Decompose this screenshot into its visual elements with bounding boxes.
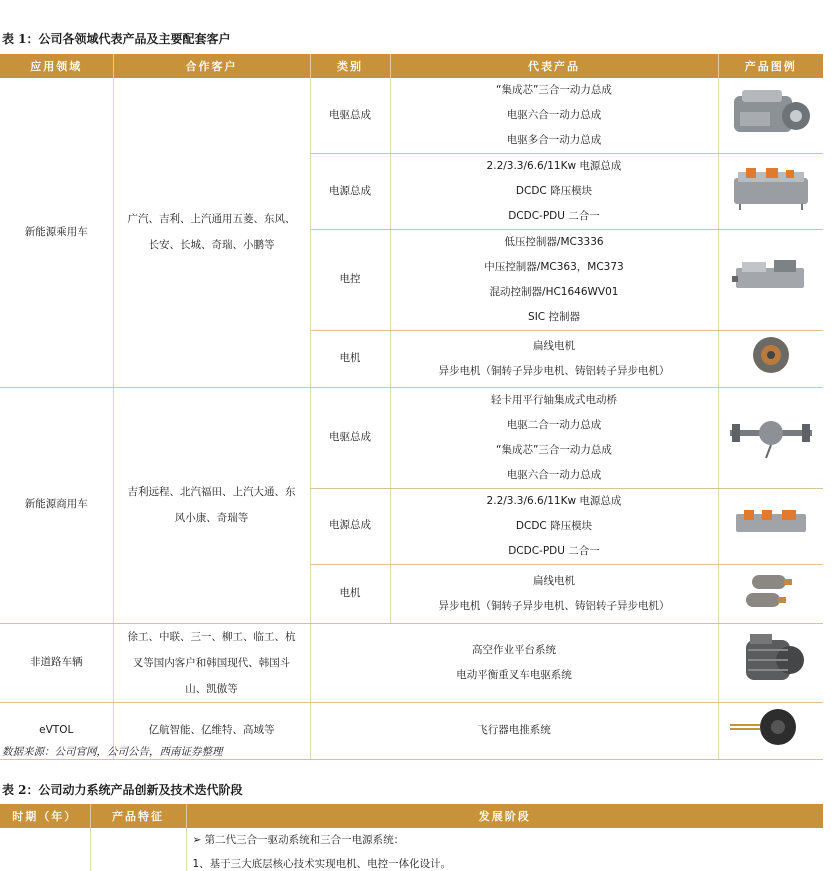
products-cell: 2.2/3.3/6.6/11Kw 电源总成 DCDC 降压模块 DCDC-PDU 二合一: [390, 154, 718, 230]
power-module-image: [718, 488, 823, 564]
header-stage: 发展阶段: [186, 804, 823, 828]
domain-cell: 新能源乘用车: [0, 78, 113, 387]
controller-image: [718, 230, 823, 331]
features-cell: [90, 828, 186, 871]
category-cell: 电机: [310, 564, 390, 623]
domain-cell: 新能源商用车: [0, 387, 113, 623]
domain-cell: 非道路车辆: [0, 623, 113, 702]
products-cell: 轻卡用平行轴集成式电动桥 电驱二合一动力总成 “集成芯”三合一动力总成 电驱六合一动力总成: [390, 387, 718, 488]
products-cell: 高空作业平台系统 电动平衡重叉车电驱系统: [310, 623, 718, 702]
table1-header-row: [0, 54, 823, 78]
header-category: 类别: [310, 54, 390, 78]
products-cell: “集成芯”三合一动力总成 电驱六合一动力总成 电驱多合一动力总成: [390, 78, 718, 154]
domain-cell: eVTOL: [0, 702, 113, 759]
period-cell: [0, 828, 90, 871]
products-cell: 低压控制器/MC3336 中压控制器/MC363，MC373 混动控制器/HC1646WV01 SIC 控制器: [390, 230, 718, 331]
offroad-motor-image: [718, 623, 823, 702]
axle-image: [718, 387, 823, 488]
customers-cell: 吉利远程、北汽福田、上汽大通、东风小康、奇瑞等: [113, 387, 310, 623]
tech-iteration-table: [0, 804, 823, 871]
commercial-motor-image: [718, 564, 823, 623]
products-cell: 扁线电机 异步电机（铜转子异步电机、铸铝转子异步电机）: [390, 331, 718, 388]
category-cell: 电控: [310, 230, 390, 331]
header-products: 代表产品: [390, 54, 718, 78]
category-cell: 电源总成: [310, 154, 390, 230]
header-features: 产品特征: [90, 804, 186, 828]
power-assembly-image: [718, 154, 823, 230]
category-cell: 电驱总成: [310, 387, 390, 488]
stage-cell: ➢ 第二代三合一驱动系统和三合一电源系统： 1、基于三大底层核心技术实现电机、电控一体化设计。: [192, 834, 452, 870]
table-row: [0, 828, 823, 871]
drive-assembly-image: [718, 78, 823, 154]
table2-header-row: [0, 804, 823, 828]
table-row: [0, 387, 823, 488]
table-row: [0, 78, 823, 154]
evtol-motor-image: [718, 702, 823, 759]
products-cell: 扁线电机 异步电机（铜转子异步电机、铸铝转子异步电机）: [390, 564, 718, 623]
table2-title: 表 2：公司动力系统产品创新及技术迭代阶段: [2, 783, 243, 797]
header-domain: 应用领域: [0, 54, 113, 78]
table-row: [0, 623, 823, 702]
customers-cell: 亿航智能、亿维特、高域等: [113, 702, 310, 759]
products-customers-table: [0, 54, 823, 760]
motor-image: [718, 331, 823, 388]
table1-source: 数据来源：公司官网，公司公告，西南证券整理: [2, 746, 223, 758]
header-period: 时期（年）: [0, 804, 90, 828]
table1-title: 表 1：公司各领域代表产品及主要配套客户: [2, 32, 231, 46]
header-image: 产品图例: [718, 54, 823, 78]
category-cell: 电驱总成: [310, 78, 390, 154]
customers-cell: 徐工、中联、三一、柳工、临工、杭叉等国内客户和韩国现代、韩国斗山、凯傲等: [113, 623, 310, 702]
category-cell: 电源总成: [310, 488, 390, 564]
customers-cell: 广汽、吉利、上汽通用五菱、东风、长安、长城、奇瑞、小鹏等: [113, 78, 310, 387]
category-cell: 电机: [310, 331, 390, 388]
products-cell: 2.2/3.3/6.6/11Kw 电源总成 DCDC 降压模块 DCDC-PDU 二合一: [390, 488, 718, 564]
header-customers: 合作客户: [113, 54, 310, 78]
products-cell: 飞行器电推系统: [310, 702, 718, 759]
